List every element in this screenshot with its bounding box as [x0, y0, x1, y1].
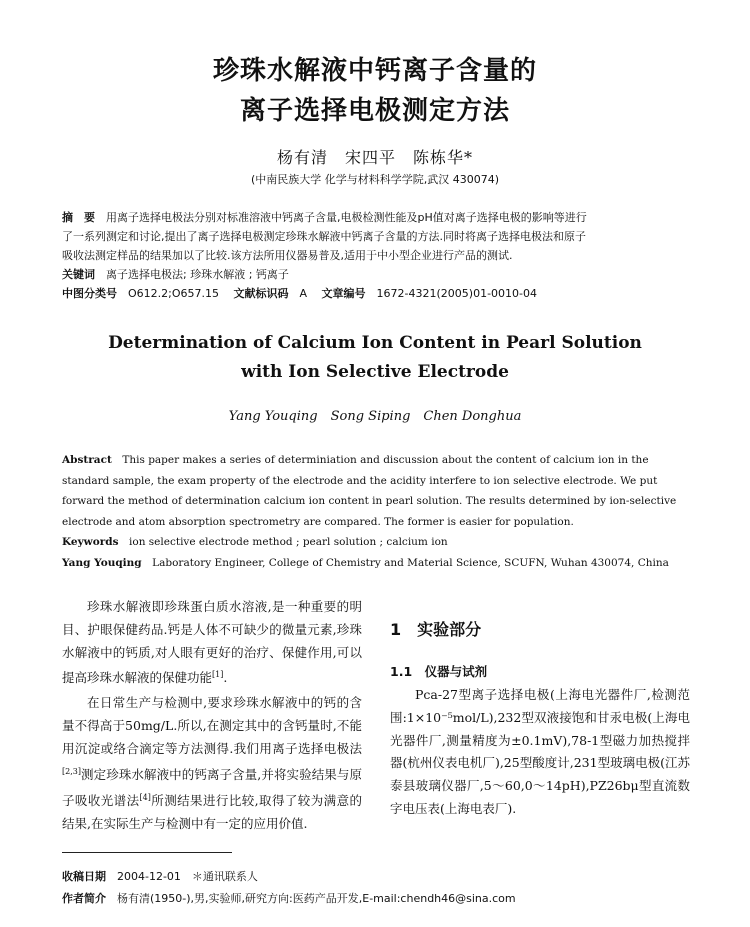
footnote-author: [62, 890, 516, 906]
body-paragraph-2-text-c: 所测结果进行比较,取得了较为满意的结果,在实际生产与检测中有一定的应用价值.: [62, 792, 362, 831]
article-number-value: 1672-4321(2005)01-0010-04: [376, 287, 538, 300]
english-keywords-text: ion selective electrode method ; pearl solution ; calcium ion: [129, 536, 448, 548]
english-abstract-line-1: [62, 450, 692, 471]
chinese-abstract-line-1: [62, 208, 692, 227]
classification-line: [62, 284, 692, 303]
chinese-title-line-1: 珍珠水解液中钙离子含量的: [212, 56, 537, 86]
body-paragraph-2-text-b: 测定珍珠水解液中的钙离子含量,并将实验结果与原子吸收光谱法: [62, 766, 362, 808]
body-right-column: [390, 684, 690, 823]
citation-1: [1]: [212, 670, 224, 680]
chinese-keywords: [62, 265, 692, 284]
received-value: 2004-12-01 ＊通讯联系人: [117, 870, 258, 883]
authors-english: Yang Youqing Song Siping Chen Donghua: [228, 409, 522, 424]
clc-value: O612.2;O657.15: [128, 287, 220, 300]
english-abstract-label: Abstract: [62, 454, 112, 466]
doc-code-label: 文献标识码: [233, 287, 289, 300]
received-label: 收稿日期: [62, 870, 106, 883]
clc-label: 中图分类号: [62, 287, 117, 300]
chinese-abstract: [62, 208, 692, 303]
chinese-abstract-text-1: 用离子选择电极法分别对标准溶液中钙离子含量,电极检测性能及pH值对离子选择电极的影响等进行: [106, 211, 587, 224]
citation-4: [4]: [139, 792, 151, 802]
english-title-line-1: Determination of Calcium Ion Content in Pearl Solution: [108, 333, 642, 353]
chinese-title-line-2: 离子选择电极测定方法: [239, 96, 510, 126]
authors-chinese: 杨有清 宋四平 陈栋华*: [276, 148, 473, 167]
body-paragraph-1-text: 珍珠水解液即珍珠蛋白质水溶液,是一种重要的明目、护眼保健药品.钙是人体不可缺少的微量元素,珍珠水解液中的钙质,对人眼有更好的治疗、保健作用,可以提高珍珠水解液的保健功能: [62, 599, 362, 686]
english-abstract-line-4: electrode and atom absorption spectrometry are compared. The former is easier for population.: [62, 515, 574, 528]
affiliation-chinese: (中南民族大学 化学与材料科学学院,武汉 430074): [250, 173, 500, 186]
chinese-keywords-label: 关键词: [62, 268, 95, 281]
doc-code-value: A: [299, 287, 308, 300]
footnote-separator: [62, 852, 232, 853]
english-title-line-2: with Ion Selective Electrode: [241, 362, 509, 382]
chinese-abstract-line-2: 了一系列测定和讨论,提出了离子选择电极测定珍珠水解液中钙离子含量的方法.同时将离子选择电极法和原子: [62, 230, 586, 243]
body-left-column: [62, 596, 362, 837]
instruments-paragraph: Pca-27型离子选择电极(上海电光器件厂,检测范围:1×10⁻⁵mol/L),232型双液接饱和甘汞电极(上海电光器件厂,测量精度为±0.1mV),78-1型磁力加热搅拌器(杭州仪表电机厂),25型酸度计,231型玻璃电极(江苏泰县玻璃仪器厂,5～60,0～14pH),PZ26bμ型直流数字电压表(上海电表厂).: [390, 687, 690, 816]
english-keywords-label: Keywords: [62, 536, 119, 548]
english-abstract-line-2: standard sample, the exam property of the electrode and the acidity interfere to ion selective electrode. We put: [62, 474, 658, 487]
english-abstract-text-1: This paper makes a series of determiniation and discussion about the content of calcium ion in the: [122, 454, 649, 466]
english-author-label: Yang Youqing: [62, 556, 142, 569]
english-keywords: [62, 532, 692, 553]
section-heading-1: 1 实验部分: [390, 620, 482, 639]
author-bio-label: 作者简介: [62, 892, 106, 905]
citation-2-3: [2,3]: [62, 766, 81, 776]
chinese-abstract-line-3: 吸收法测定样品的结果加以了比较.该方法所用仪器易普及,适用于中小型企业进行产品的测试.: [62, 249, 513, 262]
body-paragraph-2: [62, 692, 362, 835]
english-author-text: Laboratory Engineer, College of Chemistry and Material Science, SCUFN, Wuhan 430074, China: [152, 556, 669, 569]
body-paragraph-1: [62, 596, 362, 690]
footnote-received: [62, 868, 258, 884]
body-paragraph-1-end: .: [223, 670, 228, 686]
chinese-abstract-label: 摘 要: [62, 211, 95, 224]
english-abstract-line-3: forward the method of determination calcium ion content in pearl solution. The results determined by ion-selective: [62, 495, 677, 507]
english-abstract: [62, 450, 692, 573]
section-heading-1-1: 1.1 仪器与试剂: [390, 664, 488, 679]
english-author-info: [62, 553, 692, 574]
author-bio-value: 杨有清(1950-),男,实验师,研究方向:医药产品开发,E-mail:chendh46@sina.com: [117, 892, 516, 905]
body-paragraph-2-text-a: 在日常生产与检测中,要求珍珠水解液中的钙的含量不得高于50mg/L.所以,在测定其中的含钙量时,不能用沉淀或络合滴定等方法测得.我们用离子选择电极法: [62, 695, 362, 756]
article-number-label: 文章编号: [321, 287, 366, 300]
chinese-keywords-text: 离子选择电极法; 珍珠水解液 ; 钙离子: [106, 268, 289, 281]
